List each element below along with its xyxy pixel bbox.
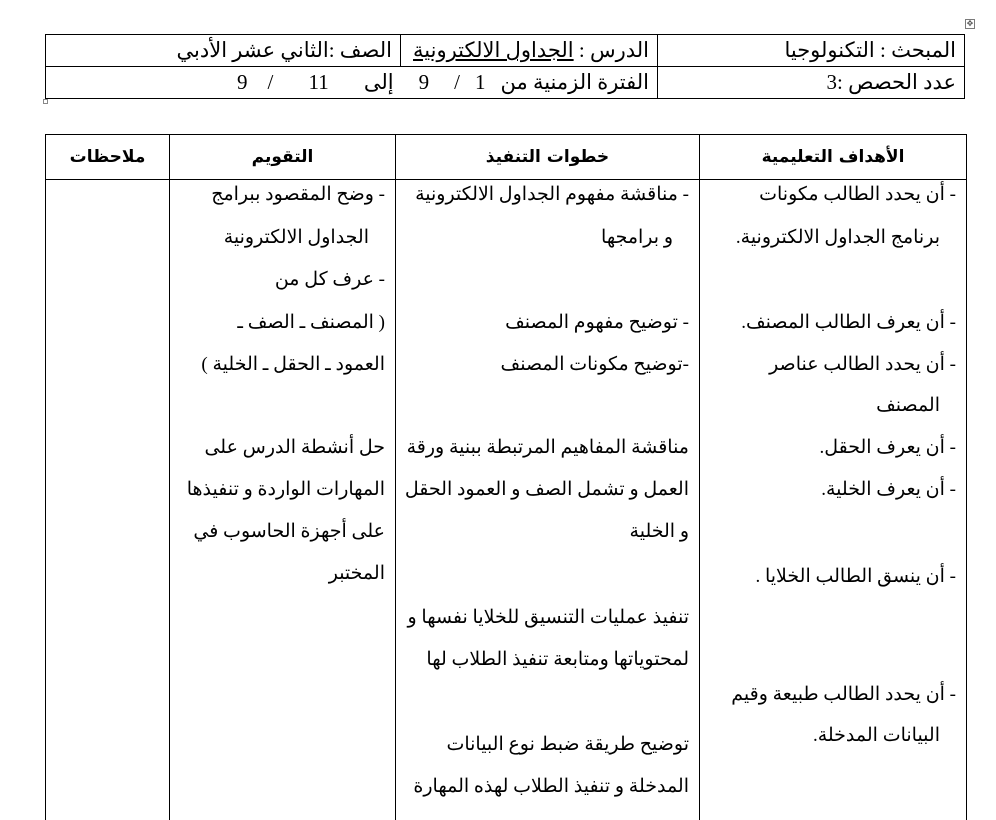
step-line: توضيح طريقة ضبط نوع البيانات bbox=[402, 732, 689, 758]
table-resize-handle[interactable] bbox=[43, 99, 48, 104]
step-line: - توضيح مفهوم المصنف bbox=[402, 310, 689, 336]
evaluation-line: المختبر bbox=[176, 561, 385, 587]
from-day: 1 bbox=[465, 70, 495, 95]
objective-line: - أن يعرف الطالب المصنف. bbox=[706, 310, 956, 336]
grade-value: الثاني عشر الأدبي bbox=[177, 38, 329, 62]
step-line: -توضيح مكونات المصنف bbox=[402, 352, 689, 378]
evaluation-line: - وضح المقصود ببرامج bbox=[176, 182, 385, 208]
periods-cell bbox=[658, 67, 965, 99]
step-line: - مناقشة مفهوم الجداول الالكترونية bbox=[402, 182, 689, 208]
to-slash: / bbox=[268, 70, 274, 94]
objective-line: - أن يحدد الطالب عناصر bbox=[706, 352, 956, 378]
objective-line: البيانات المدخلة. bbox=[706, 723, 940, 749]
periods-text: عدد الحصص :3 bbox=[827, 70, 956, 94]
steps-cell bbox=[396, 180, 700, 820]
objectives-cell bbox=[700, 180, 967, 820]
grade-cell bbox=[46, 35, 401, 67]
step-line: مناقشة المفاهيم المرتبطة ببنية ورقة bbox=[402, 435, 689, 461]
evaluation-line: العمود ـ الحقل ـ الخلية ) bbox=[176, 352, 385, 378]
lesson-cell bbox=[401, 35, 658, 67]
evaluation-line: ( المصنف ـ الصف ـ bbox=[176, 310, 385, 336]
lesson-label: الدرس : bbox=[574, 38, 649, 62]
col-header-objectives: الأهداف التعليمية bbox=[700, 135, 967, 180]
from-month: 9 bbox=[399, 70, 449, 95]
step-line: المدخلة و تنفيذ الطلاب لهذه المهارة bbox=[402, 774, 689, 800]
subject-cell bbox=[658, 35, 965, 67]
objective-line: - أن ينسق الطالب الخلايا . bbox=[706, 564, 956, 590]
from-slash: / bbox=[454, 70, 460, 94]
notes-cell bbox=[46, 180, 170, 820]
col-header-notes: ملاحظات bbox=[46, 135, 170, 180]
evaluation-line: الجداول الالكترونية bbox=[176, 225, 369, 251]
objective-line: المصنف bbox=[706, 393, 940, 419]
col-header-evaluation: التقويم bbox=[170, 135, 396, 180]
objective-line: - أن يحدد الطالب مكونات bbox=[706, 182, 956, 208]
to-label: إلى bbox=[364, 70, 394, 94]
step-line: لمحتوياتها ومتابعة تنفيذ الطلاب لها bbox=[402, 647, 689, 673]
objective-line: - أن يحدد الطالب طبيعة وقيم bbox=[706, 682, 956, 708]
period-label: الفترة الزمنية من bbox=[500, 70, 649, 94]
grade-label: الصف : bbox=[329, 38, 392, 62]
objective-line: - أن يعرف الحقل. bbox=[706, 435, 956, 461]
table-move-handle-icon[interactable]: ✥ bbox=[965, 19, 975, 29]
step-line: و برامجها bbox=[402, 225, 673, 251]
lesson-name: الجداول الالكترونية bbox=[413, 38, 574, 62]
objective-line: - أن يعرف الخلية. bbox=[706, 477, 956, 503]
step-line: و الخلية bbox=[402, 519, 689, 545]
step-line: تنفيذ عمليات التنسيق للخلايا نفسها و bbox=[402, 605, 689, 631]
step-line: العمل و تشمل الصف و العمود الحقل bbox=[402, 477, 689, 503]
evaluation-cell bbox=[170, 180, 396, 820]
subject-text: المبحث : التكنولوجيا bbox=[784, 38, 956, 62]
objective-line: برنامج الجداول الالكترونية. bbox=[706, 225, 940, 251]
evaluation-line: المهارات الواردة و تنفيذها bbox=[176, 477, 385, 503]
col-header-steps: خطوات التنفيذ bbox=[396, 135, 700, 180]
to-day: 11 bbox=[279, 70, 359, 95]
lesson-header-table bbox=[45, 34, 965, 99]
evaluation-line: - عرف كل من bbox=[176, 267, 385, 293]
evaluation-line: حل أنشطة الدرس على bbox=[176, 435, 385, 461]
evaluation-line: على أجهزة الحاسوب في bbox=[176, 519, 385, 545]
lesson-plan-table bbox=[45, 134, 967, 820]
time-period-cell bbox=[46, 67, 658, 99]
to-month: 9 bbox=[222, 70, 262, 95]
